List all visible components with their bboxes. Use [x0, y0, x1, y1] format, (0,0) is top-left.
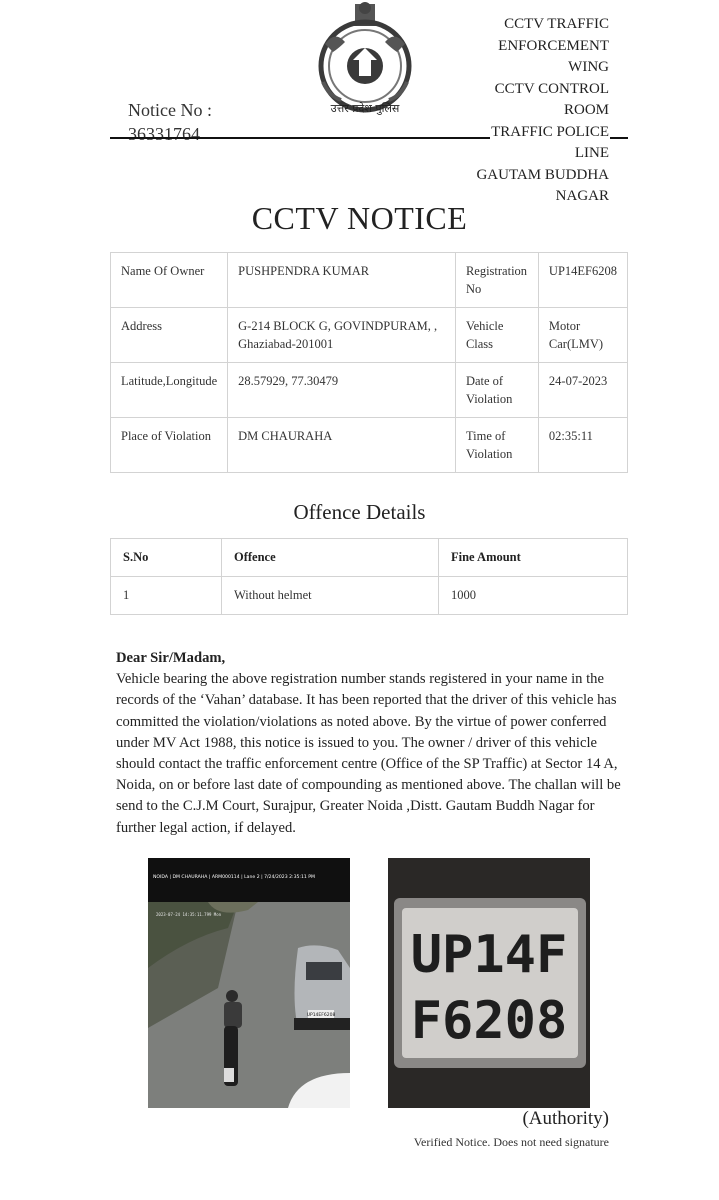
table-row — [111, 308, 628, 363]
owner-info-table — [110, 252, 628, 473]
up-police-emblem — [305, 0, 425, 118]
offence-table — [110, 538, 628, 615]
column-header: S.No — [111, 539, 222, 577]
table-row — [111, 253, 628, 308]
date-value: 24-07-2023 — [538, 363, 627, 418]
office-line: ROOM — [563, 102, 609, 118]
office-line: NAGAR — [555, 188, 609, 204]
fine-cell: 1000 — [439, 577, 628, 615]
office-line: CCTV TRAFFIC — [504, 16, 609, 32]
authority-label: (Authority) — [522, 1108, 609, 1129]
svg-text:NOIDA | DM CHAURAHA | ARM00011: NOIDA | DM CHAURAHA | ARM000114 | Lane 2 | 7/24/2023 2:35:11 PM — [153, 875, 315, 880]
table-header-row — [111, 539, 628, 577]
divider-line — [610, 137, 628, 139]
table-row — [111, 363, 628, 418]
number-plate-photo — [388, 858, 590, 1108]
svg-text:UP14EF6208: UP14EF6208 — [306, 1013, 336, 1018]
cctv-photo — [148, 858, 350, 1108]
address-label: Address — [111, 308, 228, 363]
table-row — [111, 418, 628, 473]
office-line: CCTV CONTROL — [494, 80, 609, 97]
column-header: Offence — [222, 539, 439, 577]
owner-value: PUSHPENDRA KUMAR — [228, 253, 456, 308]
latlong-label: Latitude,Longitude — [111, 363, 228, 418]
svg-text:2023-07-24 14:35:11.799 Mon: 2023-07-24 14:35:11.799 Mon — [156, 912, 222, 917]
svg-text:F6208: F6208 — [410, 991, 568, 1051]
plate-closeup — [388, 858, 590, 1108]
notice-number-label: Notice No : — [128, 100, 212, 120]
office-line: LINE — [574, 145, 609, 161]
emblem-icon — [305, 0, 425, 118]
offence-heading: Offence Details — [293, 500, 426, 524]
cctv-scene — [148, 858, 350, 1108]
greeting: Dear Sir/Madam, — [116, 650, 226, 666]
office-line: GAUTAM BUDDHA — [476, 166, 609, 183]
notice-letter — [116, 648, 626, 839]
date-label: Date of Violation — [455, 363, 538, 418]
place-label: Place of Violation — [111, 418, 228, 473]
table-row — [111, 577, 628, 615]
letter-body: Vehicle bearing the above registration number stands registered in your name in the records of the ‘Vahan’ database. It has been reported that the driver of this vehicle has committed the violation/violations as noted above. By the virtue of power conferred under MV Act 1988, this notice is issued to you. The owner / driver of this vehicle should contact the traffic enforcement centre (Office of the SP Traffic) at Sector 14 A, Noida, on or before last date of compounding as mentioned above. The challan will be send to the C.J.M Court, Surajpur, Greater Noida ,Distt. Gautam Buddh Nagar for further legal action, if delayed. — [116, 671, 621, 836]
registration-label: Registration No — [455, 253, 538, 308]
office-line: TRAFFIC POLICE — [491, 123, 609, 140]
svg-text:उत्तर प्रदेश पुलिस: उत्तर प्रदेश पुलिस — [330, 102, 400, 115]
office-line: WING — [568, 59, 609, 75]
latlong-value: 28.57929, 77.30479 — [228, 363, 456, 418]
owner-label: Name Of Owner — [111, 253, 228, 308]
time-value: 02:35:11 — [538, 418, 627, 473]
registration-value: UP14EF6208 — [538, 253, 627, 308]
notice-number-value: 36331764 — [128, 124, 200, 144]
time-label: Time of Violation — [455, 418, 538, 473]
offence-cell: Without helmet — [222, 577, 439, 615]
vehicle-class-label: Vehicle Class — [455, 308, 538, 363]
divider-line — [110, 137, 490, 139]
serial-cell: 1 — [111, 577, 222, 615]
page-title: CCTV NOTICE — [251, 200, 468, 236]
place-value: DM CHAURAHA — [228, 418, 456, 473]
vehicle-class-value: Motor Car(LMV) — [538, 308, 627, 363]
verified-note: Verified Notice. Does not need signature — [413, 1135, 609, 1149]
address-value: G-214 BLOCK G, GOVINDPURAM, , Ghaziabad-201001 — [228, 308, 456, 363]
office-address — [459, 14, 609, 208]
office-line: ENFORCEMENT — [498, 37, 609, 54]
column-header: Fine Amount — [439, 539, 628, 577]
svg-text:UP14F: UP14F — [410, 925, 568, 985]
